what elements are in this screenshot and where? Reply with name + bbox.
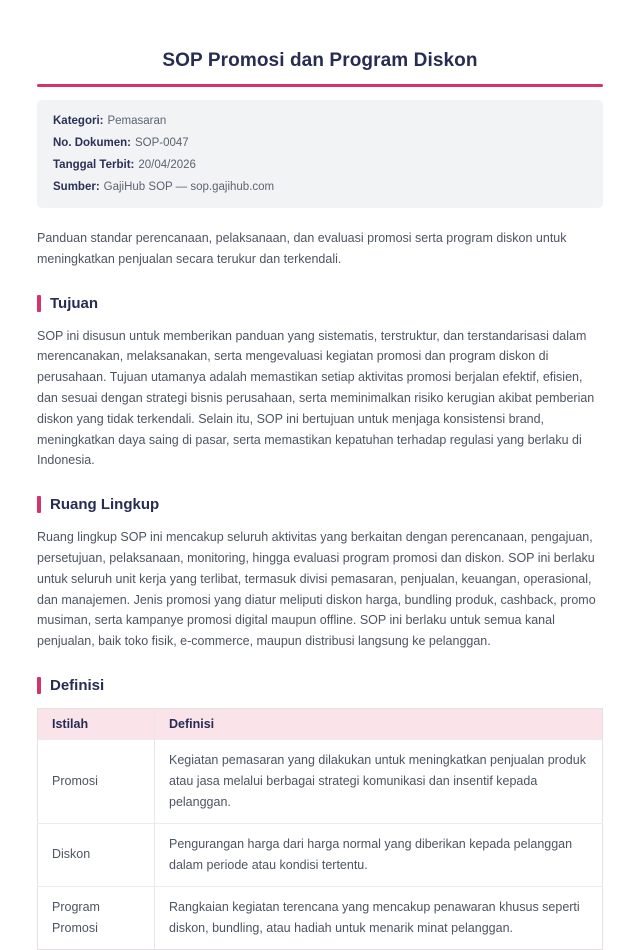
title-accent-rule (37, 84, 603, 87)
meta-label: Kategori: (53, 115, 104, 127)
meta-value: SOP-0047 (134, 137, 189, 149)
section-title: Definisi (50, 676, 105, 694)
section-body: SOP ini disusun untuk memberikan panduan yang sistematis, terstruktur, dan terstandarisasi dalam merencanakan, melaksanakan, serta mengevaluasi kegiatan promosi dan program diskon di perusahaan. Tujuan utamanya adalah memastikan setiap aktivitas promosi berjalan efektif, efisien, dan sesuai dengan strategi bisnis perusahaan, serta meminimalkan risiko kerugian akibat pemberian diskon yang tidak terkendali. Selain itu, SOP ini bertujuan untuk menjaga konsistensi brand, meningkatkan daya saing di pasar, serta memastikan kepatuhan terhadap regulasi yang berlaku di Indonesia. (37, 328, 595, 468)
definition-cell: Kegiatan pemasaran yang dilakukan untuk meningkatkan penjualan produk atau jasa melalui berbagai strategi komunikasi dan insentif kepada pelanggan. (155, 739, 603, 823)
section-heading (37, 295, 603, 312)
meta-field-tanggal-terbit (53, 154, 587, 176)
section-title: Tujuan (50, 294, 99, 312)
meta-field-kategori (53, 110, 587, 132)
table-row (38, 886, 603, 949)
meta-value: GajiHub SOP — sop.gajihub.com (103, 181, 275, 193)
meta-label: No. Dokumen: (53, 137, 131, 149)
meta-field-no-dokumen (53, 132, 587, 154)
meta-label: Sumber: (53, 181, 100, 193)
intro-paragraph: Panduan standar perencanaan, pelaksanaan, dan evaluasi promosi serta program diskon untuk meningkatkan penjualan secara terukur dan terkendali. (37, 231, 567, 266)
section-accent-bar (37, 295, 41, 312)
meta-field-sumber (53, 176, 587, 198)
term-cell: Promosi (38, 739, 155, 823)
definitions-table (37, 708, 603, 950)
table-header-row (38, 708, 603, 739)
section-heading (37, 677, 603, 694)
table-header-istilah: Istilah (38, 708, 155, 739)
section-accent-bar (37, 496, 41, 513)
table-row (38, 823, 603, 886)
table-row (38, 739, 603, 823)
term-cell: Diskon (38, 823, 155, 886)
meta-label: Tanggal Terbit: (53, 159, 135, 171)
meta-value: 20/04/2026 (138, 159, 196, 171)
section-definisi (37, 677, 603, 950)
table-header-definisi: Definisi (155, 708, 603, 739)
page-title: SOP Promosi dan Program Diskon (162, 50, 478, 71)
section-heading (37, 496, 603, 513)
definition-cell: Rangkaian kegiatan terencana yang mencakup penawaran khusus seperti diskon, bundling, atau hadiah untuk menarik minat pelanggan. (155, 886, 603, 949)
document-meta-box (37, 100, 603, 208)
term-cell: Program Promosi (38, 886, 155, 949)
meta-value: Pemasaran (107, 115, 167, 127)
definition-cell: Pengurangan harga dari harga normal yang diberikan kepada pelanggan dalam periode atau kondisi tertentu. (155, 823, 603, 886)
section-accent-bar (37, 677, 41, 694)
section-title: Ruang Lingkup (50, 496, 160, 514)
section-ruang-lingkup (37, 496, 603, 652)
section-tujuan (37, 295, 603, 472)
section-body: Ruang lingkup SOP ini mencakup seluruh aktivitas yang berkaitan dengan perencanaan, pengajuan, persetujuan, pelaksanaan, monitoring, hingga evaluasi program promosi dan diskon. SOP ini berlaku untuk seluruh unit kerja yang terlibat, termasuk divisi pemasaran, penjualan, keuangan, operasional, dan manajemen. Jenis promosi yang diatur meliputi diskon harga, bundling produk, cashback, promo musiman, serta kampanye promosi digital maupun offline. SOP ini berlaku untuk semua kanal penjualan, baik toko fisik, e-commerce, maupun distribusi langsung ke pelanggan. (37, 530, 596, 649)
